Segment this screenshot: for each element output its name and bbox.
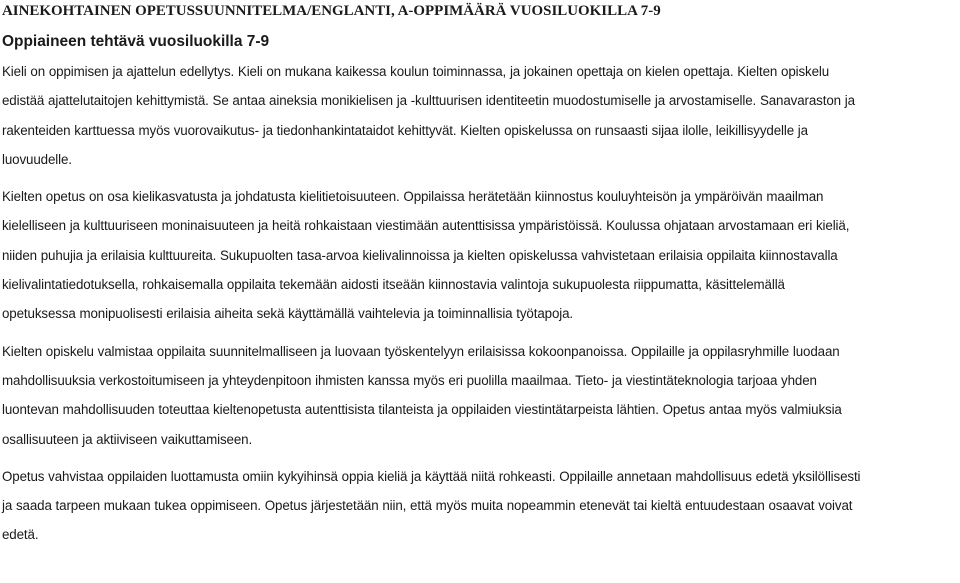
paragraph-line: mahdollisuuksia verkostoitumiseen ja yhteydenpitoon ihmisten kanssa myös eri puolilla maailmaa. Tieto- ja viestintäteknologia tarjoaa yhden xyxy=(2,372,817,388)
paragraph-line: luovuudelle. xyxy=(2,151,72,167)
paragraph-language-role xyxy=(2,57,960,174)
paragraph-line: Kielten opetus on osa kielikasvatusta ja johdatusta kielitietoisuuteen. Oppilaissa herätetään kiinnostus kouluyhteisön ja ympäröivän maailman xyxy=(2,189,824,205)
paragraph-collaboration xyxy=(2,337,960,454)
paragraph-line: opetuksessa monipuolisesti erilaisia aiheita sekä käyttämällä vaihtelevia ja toiminnallisia työtapoja. xyxy=(2,306,574,322)
paragraph-line: Opetus vahvistaa oppilaiden luottamusta omiin kykyihinsä oppia kieliä ja käyttää niitä rohkeasti. Oppilaille annetaan mahdollisuus edetä yksilöllisesti xyxy=(2,468,861,484)
paragraph-line: rakenteiden karttuessa myös vuorovaikutus- ja tiedonhankintataidot kehittyvät. Kielten opiskelussa on runsaasti sijaa ilolle, leikillisyydelle ja xyxy=(2,122,808,138)
paragraph-line: luontevan mahdollisuuden toteuttaa kieltenopetusta autenttisista tilanteista ja oppilaiden viestintätarpeista lähtien. Opetus antaa myös valmiuksia xyxy=(2,402,842,418)
paragraph-confidence xyxy=(2,462,960,550)
section-heading: Oppiaineen tehtävä vuosiluokilla 7-9 xyxy=(2,33,270,50)
paragraph-line: niiden puhujia ja erilaisia kulttuureita. Sukupuolten tasa-arvoa kielivalinnoissa ja kielten opiskelussa vahvistetaan erilaisia oppilaita kiinnostavalla xyxy=(2,247,838,263)
paragraph-line: ja saada tarpeen mukaan tukea oppimiseen. Opetus järjestetään niin, että myös muita nopeammin etenevät tai kieltä entuudestaan osaavat voivat xyxy=(2,498,853,514)
document-title: AINEKOHTAINEN OPETUSSUUNNITELMA/ENGLANTI, A-OPPIMÄÄRÄ VUOSILUOKILLA 7-9 xyxy=(2,3,661,19)
paragraph-line: edistää ajattelutaitojen kehittymistä. Se antaa aineksia monikielisen ja -kulttuurisen identiteetin muodostumiselle ja arvostamiselle. Sanavaraston ja xyxy=(2,93,855,109)
paragraph-line: osallisuuteen ja aktiiviseen vaikuttamiseen. xyxy=(2,431,253,447)
paragraph-line: Kieli on oppimisen ja ajattelun edellytys. Kieli on mukana kaikessa koulun toiminnassa, ja jokainen opettaja on kielen opettaja. Kielten opiskelu xyxy=(2,64,830,79)
paragraph-line: edetä. xyxy=(2,527,39,543)
paragraph-line: kielelliseen ja kulttuuriseen moninaisuuteen ja heitä rohkaistaan viestimään autenttisissa ympäristöissä. Koulussa ohjataan arvostamaan eri kieliä, xyxy=(2,218,850,234)
paragraph-line: Kielten opiskelu valmistaa oppilaita suunnitelmalliseen ja luovaan työskentelyyn erilaisissa kokoonpanoissa. Oppilaille ja oppilasryhmille luodaan xyxy=(2,343,840,359)
paragraph-language-education xyxy=(2,182,960,328)
paragraph-line: kielivalintatiedotuksella, rohkaisemalla oppilaita tekemään aidosti itseään kiinnostavia valintoja sukupuolesta riippumatta, käsittelemällä xyxy=(2,277,785,293)
